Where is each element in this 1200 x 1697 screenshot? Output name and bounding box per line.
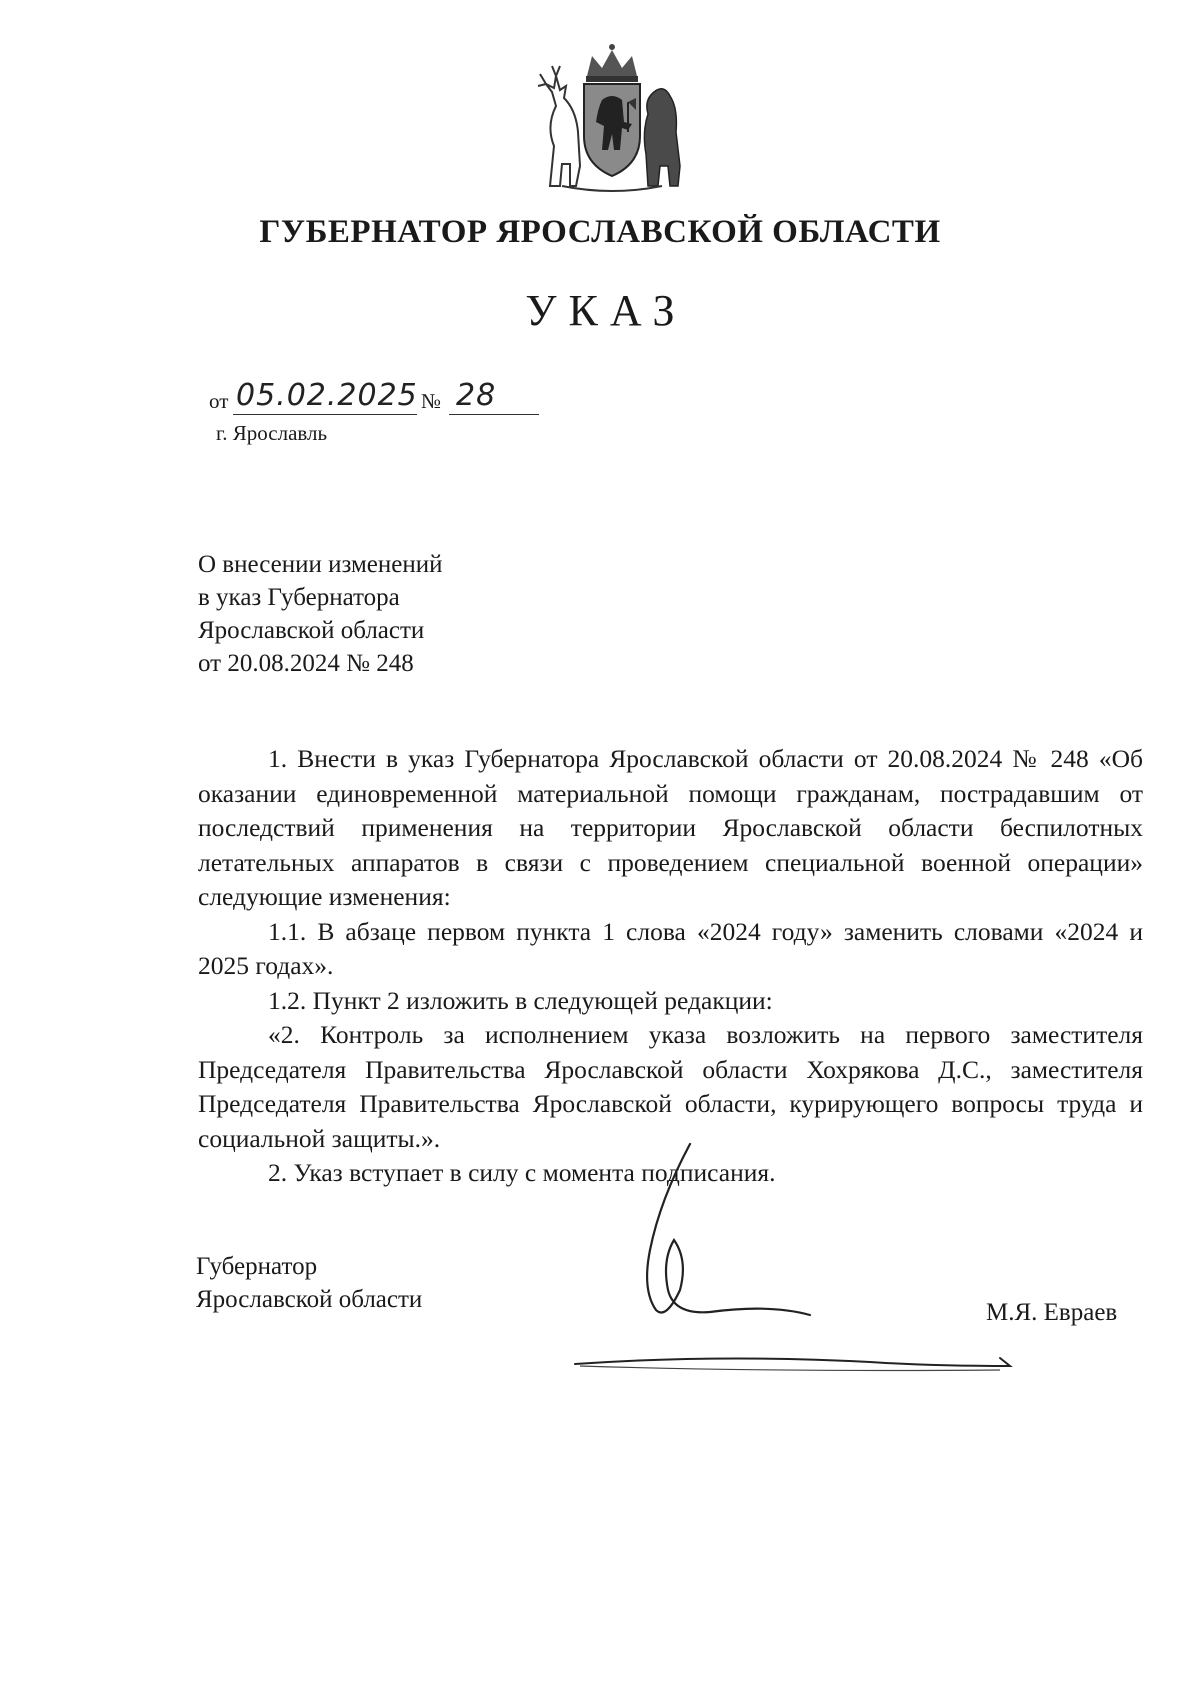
decree-date: 05.02.2025 xyxy=(236,378,418,413)
signatory-position xyxy=(196,1250,422,1316)
body-paragraph: 1. Внести в указ Губернатора Ярославской области от 20.08.2024 № 248 «Об оказании единовременной материальной помощи гражданам, пострадавшим от последствий применения на территории Ярославской области беспилотных летательных аппаратов в связи с проведением специальной военной операции» следующие изменения: xyxy=(198,744,1143,911)
body-paragraph: 1.1. В абзаце первом пункта 1 слова «2024 году» заменить словами «2024 и 2025 годах». xyxy=(198,916,1143,980)
coat-of-arms-icon xyxy=(532,36,692,196)
number-underline xyxy=(449,414,539,415)
city: г. Ярославль xyxy=(216,421,328,445)
decree-number: 28 xyxy=(456,378,497,413)
decree-subject xyxy=(198,548,443,680)
date-underline xyxy=(233,414,417,415)
signatory-name: М.Я. Евраев xyxy=(986,1299,1118,1326)
subject-line: от 20.08.2024 № 248 xyxy=(198,650,414,677)
position-line: Губернатор xyxy=(196,1253,318,1280)
subject-line: О внесении изменений xyxy=(198,551,443,578)
number-prefix: № xyxy=(421,389,442,413)
position-line: Ярославской области xyxy=(196,1286,423,1313)
decree-body xyxy=(198,742,1143,1191)
signature-icon xyxy=(570,1140,1030,1400)
date-prefix: от xyxy=(209,389,229,413)
date-number-line xyxy=(209,378,569,418)
document-type: УКАЗ xyxy=(525,286,687,335)
subject-line: в указ Губернатора xyxy=(198,584,400,611)
subject-line: Ярославской области xyxy=(198,617,425,644)
body-paragraph: 1.2. Пункт 2 изложить в следующей редакции: xyxy=(268,985,773,1015)
body-paragraph: «2. Контроль за исполнением указа возложить на первого заместителя Председателя Правительства Ярославской области Хохрякова Д.С., заместителя Председателя Правительства Ярославской области, курирующего вопросы труда и социальной защиты.». xyxy=(198,1020,1143,1153)
issuer-title: ГУБЕРНАТОР ЯРОСЛАВСКОЙ ОБЛАСТИ xyxy=(259,214,941,250)
body-paragraph: 2. Указ вступает в силу с момента подписания. xyxy=(268,1158,776,1187)
